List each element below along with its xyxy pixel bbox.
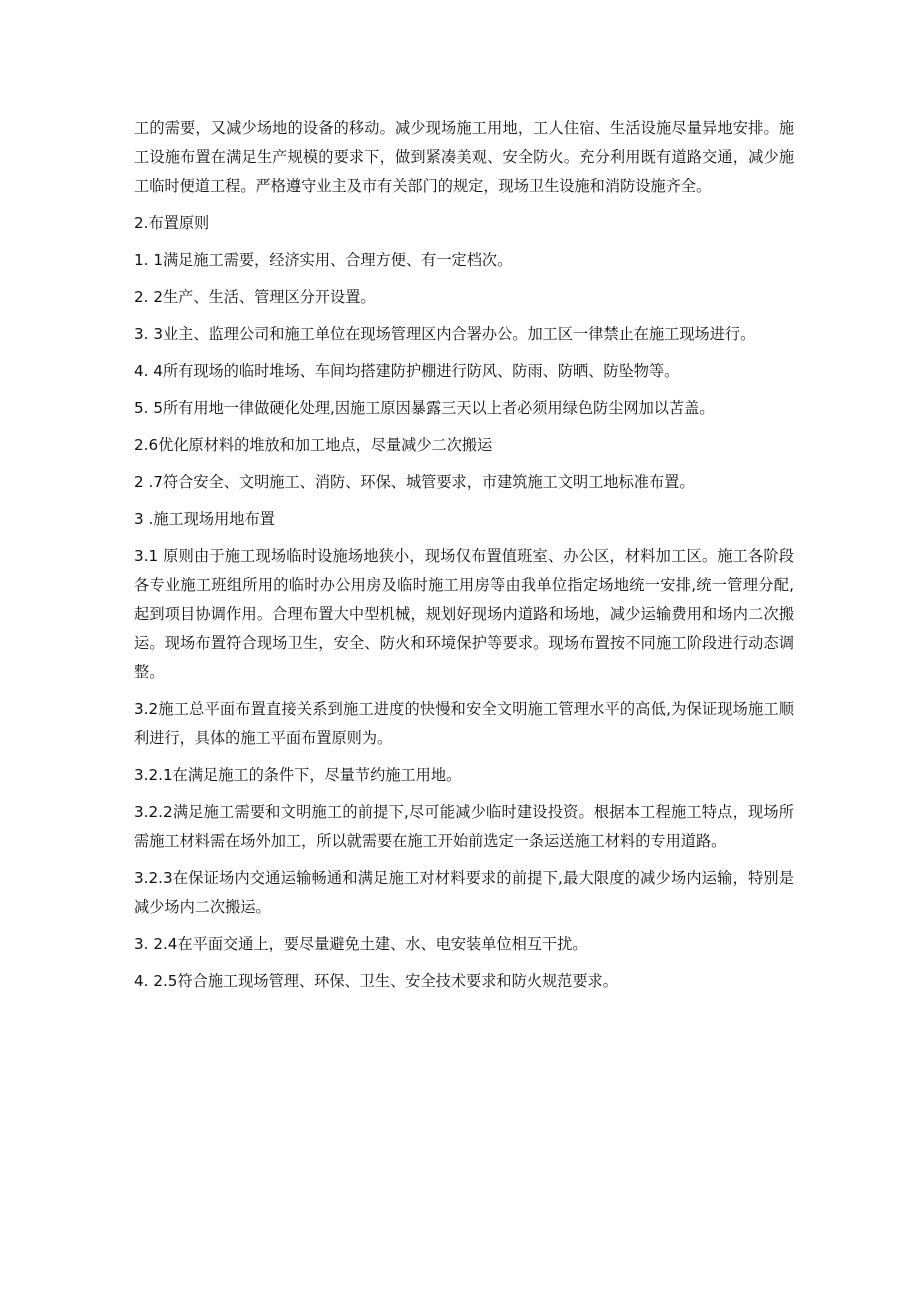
paragraph-3-2-2: 3.2.2满足施工需要和文明施工的前提下,尽可能减少临时建设投资。根据本工程施工特点，现场所需施工材料需在场外加工，所以就需要在施工开始前选定一条运送施工材料的专用道路。 [134,803,794,850]
paragraph-3-2-4: 3. 2.4在平面交通上，要尽量避免土建、水、电安装单位相互干扰。 [134,935,588,953]
paragraph-3-2-5: 4. 2.5符合施工现场管理、环保、卫生、安全技术要求和防火规范要求。 [134,972,618,990]
paragraph-3-2: 3.2施工总平面布置直接关系到施工进度的快慢和安全文明施工管理水平的高低,为保证现场施工顺利进行，具体的施工平面布置原则为。 [134,700,794,747]
heading-site-layout: 3 .施工现场用地布置 [134,510,275,528]
list-item-principle-2: 2. 2生产、生活、管理区分开设置。 [134,288,376,306]
paragraph-3-2-3: 3.2.3在保证场内交通运输畅通和满足施工对材料要求的前提下,最大限度的减少场内运输，特别是减少场内二次搬运。 [134,869,794,916]
paragraph-intro: 工的需要，又减少场地的设备的移动。减少现场施工用地，工人住宿、生活设施尽量异地安排。施工设施布置在满足生产规模的要求下，做到紧凑美观、安全防火。充分利用既有道路交通，减少施工临时便道工程。严格遵守业主及市有关部门的规定，现场卫生设施和消防设施齐全。 [134,119,794,195]
list-item-principle-6: 2.6优化原材料的堆放和加工地点，尽量减少二次搬运 [134,436,493,454]
list-item-principle-7: 2 .7符合安全、文明施工、消防、环保、城管要求，市建筑施工文明工地标准布置。 [134,473,695,491]
paragraph-3-1: 3.1 原则由于施工现场临时设施场地狭小，现场仅布置值班室、办公区，材料加工区。施工各阶段各专业施工班组所用的临时办公用房及临时施工用房等由我单位指定场地统一安排,统一管理分配,起到项目协调作用。合理布置大中型机械，规划好现场内道路和场地，减少运输费用和场内二次搬运。现场布置符合现场卫生，安全、防火和环境保护等要求。现场布置按不同施工阶段进行动态调整。 [134,547,794,681]
heading-layout-principles: 2.布置原则 [134,214,210,232]
document-body [134,114,794,1004]
list-item-principle-3: 3. 3业主、监理公司和施工单位在现场管理区内合署办公。加工区一律禁止在施工现场进行。 [134,325,756,343]
list-item-principle-1: 1. 1满足施工需要，经济实用、合理方便、有一定档次。 [134,251,513,269]
list-item-principle-5: 5. 5所有用地一律做硬化处理,因施工原因暴露三天以上者必须用绿色防尘网加以苫盖。 [134,399,715,417]
list-item-principle-4: 4. 4所有现场的临时堆场、车间均搭建防护棚进行防风、防雨、防晒、防坠物等。 [134,362,680,380]
paragraph-3-2-1: 3.2.1在满足施工的条件下，尽量节约施工用地。 [134,766,462,784]
